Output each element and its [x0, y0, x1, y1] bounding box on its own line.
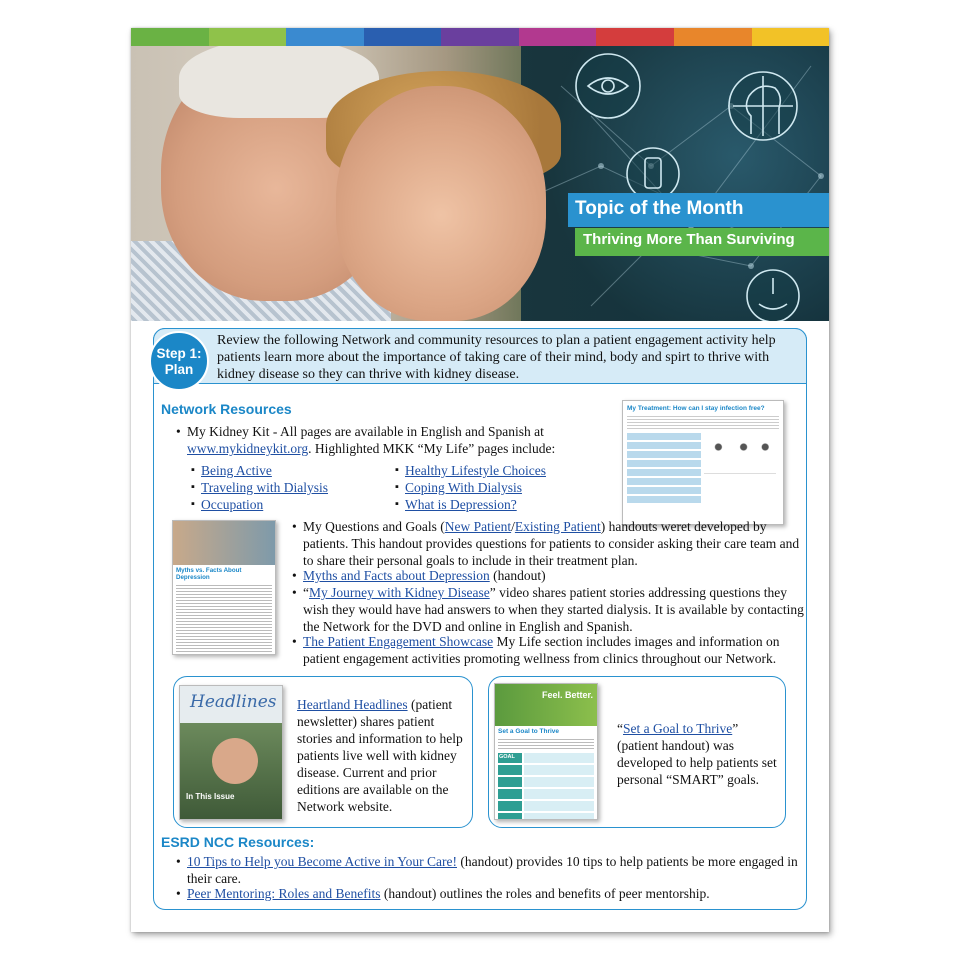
showcase-link[interactable]: The Patient Engagement Showcase: [303, 634, 494, 649]
mykidneykit-link[interactable]: www.mykidneykit.org: [187, 441, 309, 456]
network-resources-heading: Network Resources: [161, 401, 292, 417]
showcase-item: • The Patient Engagement Showcase My Life section includes images and information on patient engagement activities promoting wellness from clinics throughout our Network.: [303, 633, 811, 667]
eye-icon: [576, 54, 640, 118]
step-description: Review the following Network and community resources to plan a patient engagement activity help patients learn more about the importance of taking care of their mind, body and spirt to thrive with kidney disease so they can thrive with kidney disease.: [217, 333, 776, 382]
new-patient-link[interactable]: New Patient: [444, 519, 512, 534]
traveling-dialysis-link[interactable]: Traveling with Dialysis: [201, 480, 329, 495]
peer-mentoring-link[interactable]: Peer Mentoring: Roles and Benefits: [187, 886, 381, 901]
flyer-page: [131, 28, 829, 932]
infection-handout-thumbnail[interactable]: My Treatment: How can I stay infection free?: [622, 400, 784, 525]
set-goal-thumbnail[interactable]: Feel. Better. Set a Goal to Thrive GOAL: [494, 683, 598, 820]
occupation-link[interactable]: Occupation: [201, 497, 264, 512]
journey-video-item: • “My Journey with Kidney Disease” video shares patient stories addressing questions they wish they would have had answers to when they started dialysis. It is available by contacting the Network for the DVD and online in English and Spanish.: [303, 584, 811, 635]
set-goal-link[interactable]: Set a Goal to Thrive: [623, 721, 733, 736]
hero-photo: [131, 46, 829, 321]
headlines-description: Heartland Headlines (patient newsletter) shares patient stories and information to help patients live well with kidney disease. Current and prior editions are available on the Network website.: [297, 697, 463, 814]
headlines-newsletter-thumbnail[interactable]: Headlines In This Issue: [179, 685, 283, 820]
questions-goals-item: • My Questions and Goals (New Patient/Existing Patient) handouts weret developed by patients. This handout provides questions for patients to consider asking their care team and to share their personal goals to include in their treatment plan.: [303, 518, 811, 569]
peer-mentoring-item: • Peer Mentoring: Roles and Benefits (handout) outlines the roles and benefits of peer mentorship.: [187, 885, 807, 902]
myths-depression-thumbnail[interactable]: Myths vs. Facts About Depression: [172, 520, 276, 655]
set-goal-description: “Set a Goal to Thrive” (patient handout) was developed to help patients set personal “SMART” goals.: [617, 721, 777, 787]
being-active-link[interactable]: Being Active: [201, 463, 272, 478]
myths-facts-item: • Myths and Facts about Depression (handout): [303, 567, 811, 584]
esrd-ncc-heading: ESRD NCC Resources:: [161, 834, 315, 850]
head-arrows-icon: [729, 72, 797, 140]
step-badge: Step 1: Plan: [149, 331, 209, 391]
ten-tips-link[interactable]: 10 Tips to Help you Become Active in Your Care!: [187, 854, 457, 869]
heartland-headlines-link[interactable]: Heartland Headlines: [297, 697, 408, 712]
existing-patient-link[interactable]: Existing Patient: [514, 519, 601, 534]
ten-tips-item: • 10 Tips to Help you Become Active in Your Care! (handout) provides 10 tips to help patients be more engaged in their care.: [187, 853, 807, 887]
healthy-lifestyle-link[interactable]: Healthy Lifestyle Choices: [405, 463, 546, 478]
color-strip: [131, 28, 829, 46]
kidney-kit-item: • My Kidney Kit - All pages are available in English and Spanish at www.mykidneykit.org. Highlighted MKK “My Life” pages include:: [187, 423, 607, 457]
topic-subtitle: Thriving More Than Surviving: [583, 231, 795, 248]
what-is-depression-link[interactable]: What is Depression?: [405, 497, 517, 512]
journey-kidney-link[interactable]: My Journey with Kidney Disease: [309, 585, 490, 600]
hands-care-icon: [747, 270, 799, 321]
myths-facts-link[interactable]: Myths and Facts about Depression: [303, 568, 490, 583]
coping-dialysis-link[interactable]: Coping With Dialysis: [405, 480, 522, 495]
topic-title: Topic of the Month: [575, 198, 744, 219]
